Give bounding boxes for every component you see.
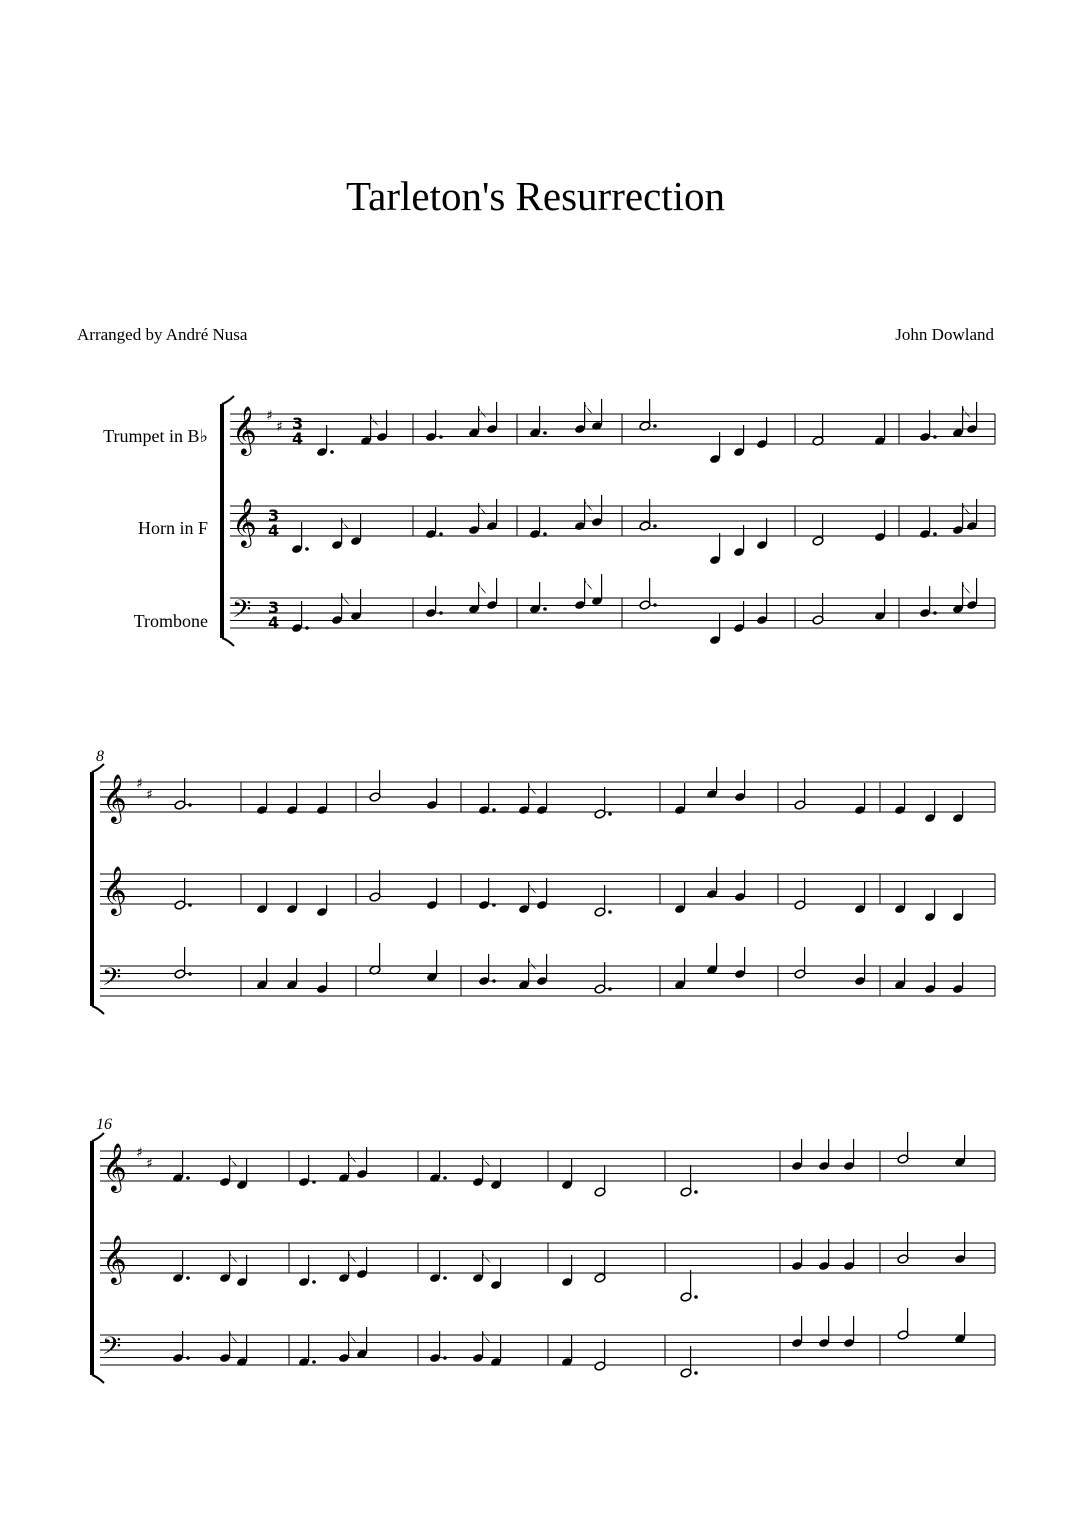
key-signature-sharp: ♯ xyxy=(136,1145,143,1161)
augmentation-dot xyxy=(439,532,443,536)
time-signature-top: 3 xyxy=(292,414,304,433)
note-flag xyxy=(371,414,379,426)
note-flag xyxy=(230,1331,238,1343)
note-flag xyxy=(585,499,593,511)
augmentation-dot xyxy=(543,607,547,611)
bracket-hook xyxy=(222,396,234,404)
augmentation-dot xyxy=(312,1360,316,1364)
augmentation-dot xyxy=(933,532,937,536)
note-flag xyxy=(529,958,537,970)
instrument-label-horn: Horn in F xyxy=(137,518,208,538)
augmentation-dot xyxy=(305,547,309,551)
instrument-label-trombone: Trombone xyxy=(133,611,208,631)
bass-clef-icon: 𝄢 xyxy=(232,595,252,630)
note-flag xyxy=(483,1155,491,1167)
augmentation-dot xyxy=(933,435,937,439)
augmentation-dot xyxy=(608,812,612,816)
augmentation-dot xyxy=(188,972,192,976)
augmentation-dot xyxy=(188,803,192,807)
treble-clef-icon: 𝄞 xyxy=(232,497,257,546)
time-signature-bottom: 4 xyxy=(268,613,280,632)
time-signature-bottom: 4 xyxy=(292,429,304,448)
measure-number: 16 xyxy=(96,1116,112,1133)
bracket-hook xyxy=(92,1006,104,1014)
augmentation-dot xyxy=(694,1371,698,1375)
augmentation-dot xyxy=(188,903,192,907)
note-flag xyxy=(479,582,487,594)
time-signature-top: 3 xyxy=(268,506,280,525)
augmentation-dot xyxy=(186,1356,190,1360)
key-signature-sharp: ♯ xyxy=(276,419,283,435)
augmentation-dot xyxy=(330,450,334,454)
note-flag xyxy=(230,1155,238,1167)
time-signature-top: 3 xyxy=(268,598,280,617)
augmentation-dot xyxy=(312,1280,316,1284)
augmentation-dot xyxy=(186,1176,190,1180)
instrument-label-trumpet: Trumpet in B♭ xyxy=(103,426,208,446)
treble-clef-icon: 𝄞 xyxy=(102,773,127,822)
augmentation-dot xyxy=(312,1180,316,1184)
augmentation-dot xyxy=(305,626,309,630)
augmentation-dot xyxy=(439,435,443,439)
augmentation-dot xyxy=(653,603,657,607)
augmentation-dot xyxy=(608,987,612,991)
bracket-hook xyxy=(92,1375,104,1383)
augmentation-dot xyxy=(186,1276,190,1280)
augmentation-dot xyxy=(653,524,657,528)
note-flag xyxy=(963,406,971,418)
note-flag xyxy=(349,1151,357,1163)
note-flag xyxy=(585,402,593,414)
note-flag xyxy=(963,582,971,594)
note-flag xyxy=(483,1331,491,1343)
arranger-credit: Arranged by André Nusa xyxy=(77,325,248,344)
augmentation-dot xyxy=(492,903,496,907)
note-flag xyxy=(529,882,537,894)
treble-clef-icon: 𝄞 xyxy=(102,1142,127,1191)
augmentation-dot xyxy=(492,979,496,983)
bracket-hook xyxy=(92,764,104,772)
note-flag xyxy=(349,1251,357,1263)
treble-clef-icon: 𝄞 xyxy=(102,865,127,914)
augmentation-dot xyxy=(653,424,657,428)
bracket-hook xyxy=(222,638,234,646)
note-flag xyxy=(349,1331,357,1343)
bracket-hook xyxy=(92,1133,104,1141)
composer-credit: John Dowland xyxy=(895,325,994,344)
augmentation-dot xyxy=(694,1190,698,1194)
augmentation-dot xyxy=(933,611,937,615)
note-flag xyxy=(585,578,593,590)
augmentation-dot xyxy=(443,1176,447,1180)
augmentation-dot xyxy=(694,1295,698,1299)
note-flag xyxy=(483,1251,491,1263)
augmentation-dot xyxy=(492,808,496,812)
key-signature-sharp: ♯ xyxy=(136,776,143,792)
augmentation-dot xyxy=(439,611,443,615)
bass-clef-icon: 𝄢 xyxy=(102,1332,122,1367)
note-flag xyxy=(479,406,487,418)
key-signature-sharp: ♯ xyxy=(146,787,153,803)
time-signature-bottom: 4 xyxy=(268,521,280,540)
augmentation-dot xyxy=(608,910,612,914)
treble-clef-icon: 𝄞 xyxy=(232,405,257,454)
note-flag xyxy=(230,1251,238,1263)
augmentation-dot xyxy=(443,1356,447,1360)
key-signature-sharp: ♯ xyxy=(146,1156,153,1172)
augmentation-dot xyxy=(443,1276,447,1280)
key-signature-sharp: ♯ xyxy=(266,408,273,424)
measure-number: 8 xyxy=(96,748,104,765)
note-flag xyxy=(342,593,350,605)
bass-clef-icon: 𝄢 xyxy=(102,963,122,998)
score-title: Tarleton's Resurrection xyxy=(345,173,726,219)
augmentation-dot xyxy=(543,532,547,536)
treble-clef-icon: 𝄞 xyxy=(102,1234,127,1283)
augmentation-dot xyxy=(543,431,547,435)
